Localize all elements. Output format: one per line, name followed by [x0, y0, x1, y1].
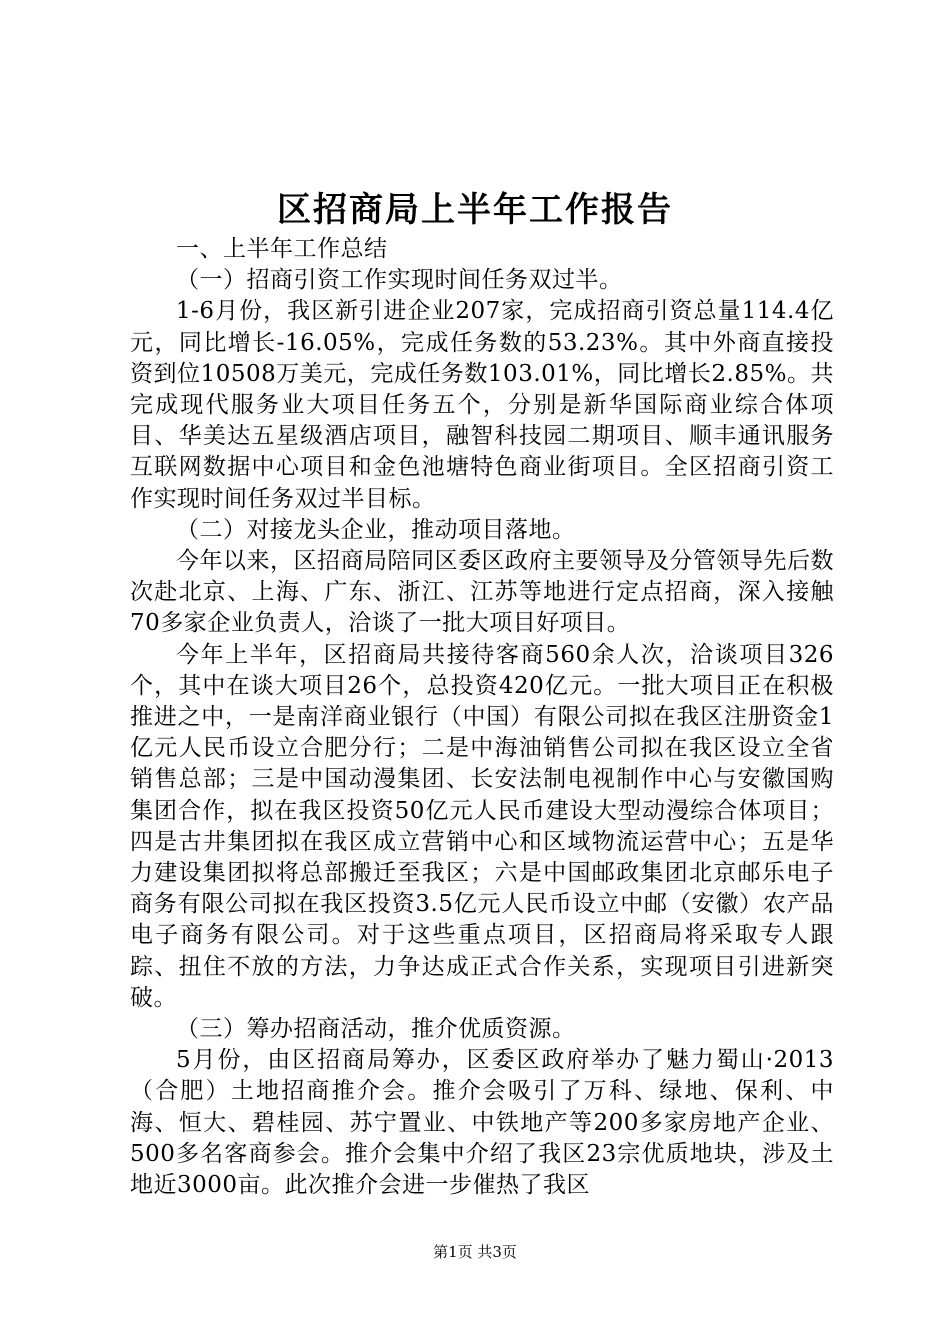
subsection-heading: （二）对接龙头企业，推动项目落地。: [176, 516, 576, 543]
body-paragraph: 今年以来，区招商局陪同区委区政府主要领导及分管领导先后数次赴北京、上海、广东、浙江、江苏等地进行定点招商，深入接触70多家企业负责人，洽谈了一批大项目好项目。: [130, 548, 834, 637]
subsection-heading: （一）招商引资工作实现时间任务双过半。: [176, 267, 623, 294]
subsection-heading: （三）筹办招商活动，推介优质资源。: [176, 1016, 576, 1043]
document-body: [130, 234, 834, 1201]
document-title: 区招商局上半年工作报告: [277, 190, 673, 230]
body-paragraph: 今年上半年，区招商局共接待客商560余人次，洽谈项目326个，其中在谈大项目26个，总投资420亿元。一批大项目正在积极推进之中，一是南洋商业银行（中国）有限公司拟在我区注册资金1亿元人民币设立合肥分行；二是中海油销售公司拟在我区设立全省销售总部；三是中国动漫集团、长安法制电视制作中心与安徽国购集团合作，拟在我区投资50亿元人民币建设大型动漫综合体项目；四是古井集团拟在我区成立营销中心和区域物流运营中心；五是华力建设集团拟将总部搬迁至我区；六是中国邮政集团北京邮乐电子商务有限公司拟在我区投资3.5亿元人民币设立中邮（安徽）农产品电子商务有限公司。对于这些重点项目，区招商局将采取专人跟踪、扭住不放的方法，力争达成正式合作关系，实现项目引进新突破。: [130, 641, 834, 1011]
page-footer: 第1页 共3页: [433, 1243, 517, 1261]
body-paragraph: 1-6月份，我区新引进企业207家，完成招商引资总量114.4亿元，同比增长-16.05%，完成任务数的53.23%。其中外商直接投资到位10508万美元，完成任务数103.01%，同比增长2.85%。共完成现代服务业大项目任务五个，分别是新华国际商业综合体项目、华美达五星级酒店项目，融智科技园二期项目、顺丰通讯服务互联网数据中心项目和金色池塘特色商业街项目。全区招商引资工作实现时间任务双过半目标。: [130, 298, 834, 512]
section-heading: 一、上半年工作总结: [176, 236, 388, 262]
body-paragraph: 5月份，由区招商局筹办，区委区政府举办了魅力蜀山·2013（合肥）土地招商推介会。推介会吸引了万科、绿地、保利、中海、恒大、碧桂园、苏宁置业、中铁地产等200多家房地产企业、500多名客商参会。推介会集中介绍了我区23宗优质地块，涉及土地近3000亩。此次推介会进一步催热了我区: [130, 1047, 834, 1199]
